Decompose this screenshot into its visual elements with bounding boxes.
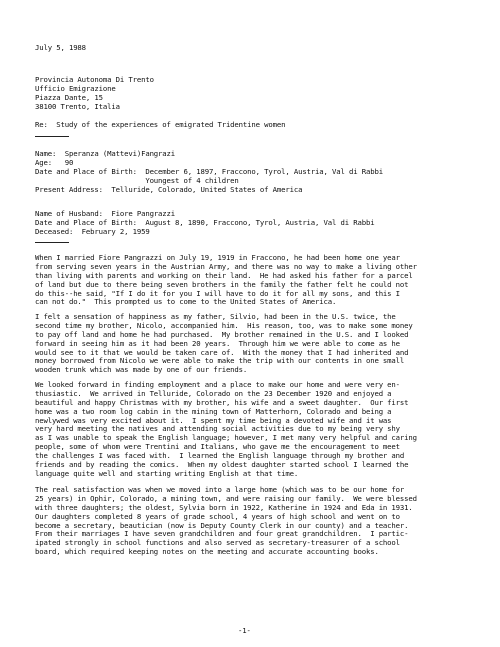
text-line: Our daughters completed 8 years of grade school, 4 years of high school and went on to (35, 511, 400, 521)
text-line: to pay off land and home he had purchased. My brother remained in the U.S. and I looked (35, 329, 409, 339)
subject-line: Re: Study of the experiences of emigrated Tridentine women (35, 120, 286, 129)
text-line: the challenges I was faced with. I learned the English language through my brother and (35, 451, 405, 461)
text-line: very hard meeting the natives and attending social activities due to my being very shy (35, 424, 400, 434)
separator-line (35, 136, 69, 137)
separator-line (35, 242, 69, 243)
text-line: second time my brother, Nicolo, accompanied him. His reason, too, was to make some money (35, 320, 413, 330)
text-line: I felt a sensation of happiness as my father, Silvio, had been in the U.S. twice, the (35, 312, 396, 321)
text-line: 25 years) in Ophir, Colorado, a mining town, and were raising our family. We were blessed (35, 493, 417, 503)
text-line: board, which required keeping notes on the meeting and accurate accounting books. (35, 547, 379, 557)
text-line: do this--he said, "If I do it for you I will have to do it for all my sons, and this I (35, 288, 400, 298)
paragraph-3 (35, 381, 475, 479)
letter-date: July 5, 1988 (35, 43, 86, 52)
text-line: with three daughters; the oldest, Sylvia born in 1922, Katherine in 1924 and Eda in 1931. (35, 502, 413, 512)
text-line: from serving seven years in the Austrian Army, and there was no way to make a living other (35, 261, 417, 271)
text-line: ipated strongly in school functions and also served as secretary-treasurer of a school (35, 538, 400, 548)
paragraph-4 (35, 486, 475, 557)
text-line: money borrowed from Nicolo we were able to make the trip with our contents in one small (35, 356, 405, 366)
address-line-3: Piazza Dante, 15 (35, 93, 103, 102)
text-line: become a secretary, beautician (now is Deputy County Clerk in our county) and a teacher. (35, 520, 409, 530)
info-name: Name: Speranza (Mattevi)Fangrazi (35, 149, 176, 158)
address-line-4: 38100 Trento, Italia (35, 102, 120, 111)
text-line: We looked forward in finding employment and a place to make our home and were very en- (35, 380, 400, 389)
info-birth: Date and Place of Birth: December 6, 1897, Fraccono, Tyrol, Austria, Val di Rabbi (35, 167, 383, 176)
page-number: -1- (238, 626, 251, 635)
text-line: From their marriages I have seven grandchildren and four great grandchildren. I partic- (35, 529, 409, 539)
text-line: would see to it that we would be taken care of. With the money that I had inherited and (35, 347, 409, 357)
text-line: home was a two room log cabin in the mining town of Matterhorn, Colorado and being a (35, 406, 392, 416)
info-age: Age: 90 (35, 158, 74, 167)
text-line: friends and by reading the comics. When my oldest daughter started school I learned the (35, 460, 409, 470)
text-line: wooden trunk which was made by one of our friends. (35, 365, 248, 375)
text-line: people, some of whom were Trentini and Italians, who gave me the encouragement to meet (35, 442, 400, 452)
text-line: of land but due to there being seven brothers in the family the father felt he could not (35, 279, 409, 289)
paragraph-2 (35, 313, 475, 375)
text-line: language quite well and starting writing English at that time. (35, 468, 299, 478)
text-line: thusiastic. We arrived in Telluride, Colorado on the 23 December 1920 and enjoyed a (35, 388, 392, 398)
info-children: Youngest of 4 children (35, 176, 239, 185)
text-line: forward in seeing him as it had been 20 years. Through him we were able to come as he (35, 338, 400, 348)
address-line-2: Ufficio Emigrazione (35, 84, 116, 93)
address-line-1: Provincia Autonoma Di Trento (35, 75, 154, 84)
husband-deceased: Deceased: February 2, 1959 (35, 227, 150, 236)
text-line: can not do." This prompted us to come to the United States of America. (35, 297, 337, 307)
text-line: as I was unable to speak the English language; however, I met many very helpful and caring (35, 433, 417, 443)
text-line: newlywed was very excited about it. I spent my time being a devoted wife and it was (35, 415, 392, 425)
husband-birth: Date and Place of Birth: August 8, 1890, Fraccono, Tyrol, Austria, Val di Rabbi (35, 218, 375, 227)
husband-name: Name of Husband: Fiore Pangrazzi (35, 209, 176, 218)
text-line: beautiful and happy Christmas with my brother, his wife and a sweet daughter. Our first (35, 397, 409, 407)
text-line: When I married Fiore Pangrazzi on July 19, 1919 in Fraccono, he had been home one year (35, 253, 400, 262)
text-line: than living with parents and working on their land. He had asked his father for a parcel (35, 270, 413, 280)
info-address: Present Address: Telluride, Colorado, United States of America (35, 185, 303, 194)
text-line: The real satisfaction was when we moved into a large home (which was to be our home for (35, 485, 405, 494)
paragraph-1 (35, 254, 475, 307)
